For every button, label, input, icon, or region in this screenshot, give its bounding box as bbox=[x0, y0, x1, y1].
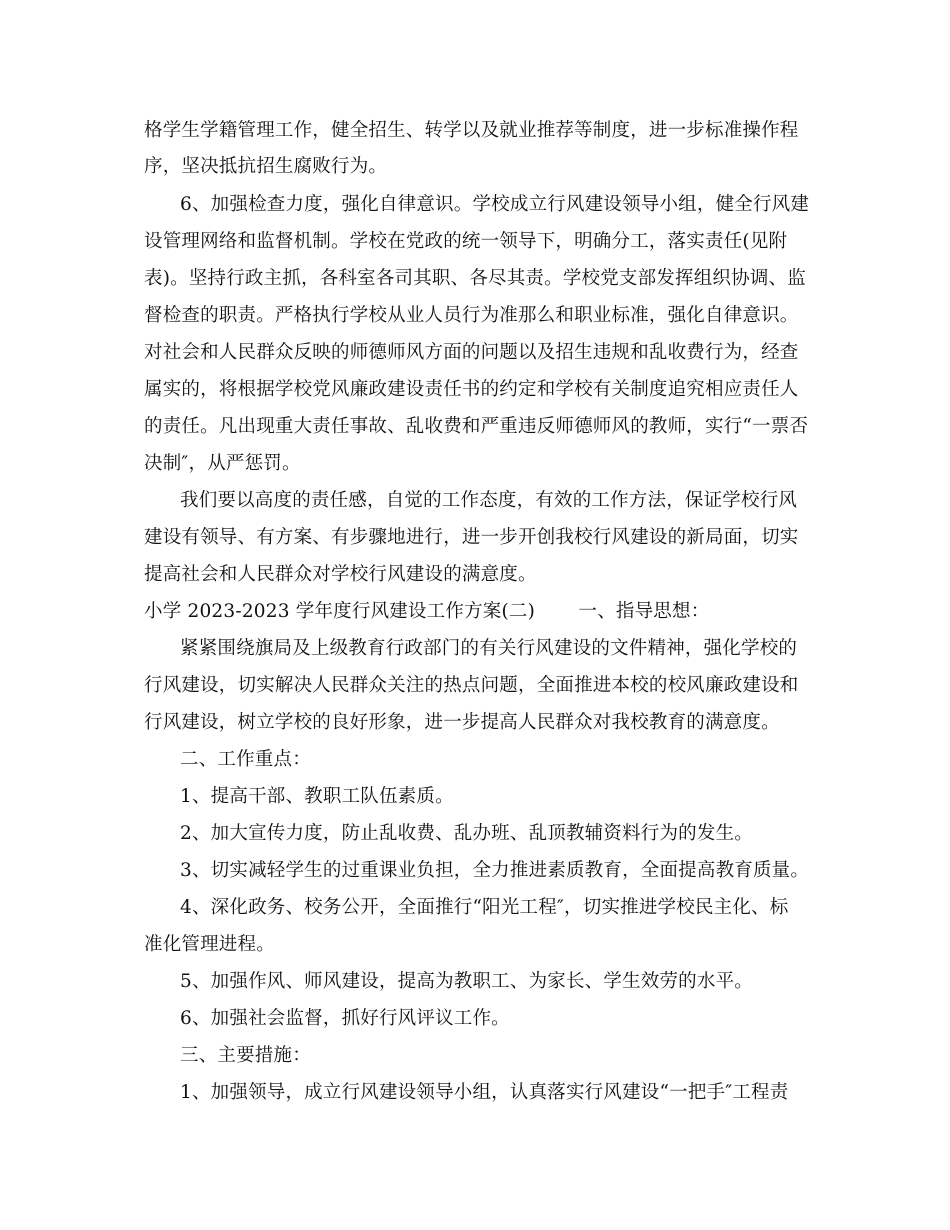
text-line: 督检查的职责。严格执行学校从业人员行为准那么和职业标准，强化自律意识。 bbox=[144, 305, 799, 326]
text-line: 决制″，从严惩罚。 bbox=[144, 453, 301, 474]
list-item: 1、加强领导，成立行风建设领导小组，认真落实行风建设“一把手″工程责 bbox=[180, 1082, 789, 1103]
list-item: 6、加强社会监督，抓好行风评议工作。 bbox=[180, 1008, 510, 1029]
text-line: 建设有领导、有方案、有步骤地进行，进一步开创我校行风建设的新局面，切实 bbox=[144, 527, 799, 548]
text-line: 设管理网络和监督机制。学校在党政的统一领导下，明确分工，落实责任(见附 bbox=[144, 231, 788, 252]
text-line: 行风建设，树立学校的良好形象，进一步提高人民群众对我校教育的满意度。 bbox=[144, 712, 780, 733]
paragraph-start: 6、加强检查力度，强化自律意识。学校成立行风建设领导小组，健全行风建 bbox=[180, 194, 810, 215]
paragraph-start: 紧紧围绕旗局及上级教育行政部门的有关行风建设的文件精神，强化学校的 bbox=[180, 638, 798, 659]
list-item: 5、加强作风、师风建设，提高为教职工、为家长、学生效劳的水平。 bbox=[180, 971, 753, 992]
text-line: 的责任。凡出现重大责任事故、乱收费和严重违反师德师风的教师，实行“一票否 bbox=[144, 416, 809, 437]
heading-work-focus: 二、工作重点： bbox=[180, 749, 311, 770]
text-line: 准化管理进程。 bbox=[144, 934, 275, 955]
text-line: 表)。坚持行政主抓，各科室各司其职、各尽其责。学校党支部发挥组织协调、监 bbox=[144, 268, 806, 289]
text-line: 行风建设，切实解决人民群众关注的热点问题，全面推进本校的校风廉政建设和 bbox=[144, 675, 799, 696]
list-item: 2、加大宣传力度，防止乱收费、乱办班、乱顶教辅资料行为的发生。 bbox=[180, 823, 753, 844]
paragraph-start: 我们要以高度的责任感，自觉的工作态度，有效的工作方法，保证学校行风 bbox=[180, 490, 798, 511]
section-title: 小学 2023-2023 学年度行风建设工作方案(二) 一、指导思想： bbox=[144, 601, 710, 622]
text-line: 对社会和人民群众反映的师德师风方面的问题以及招生违规和乱收费行为，经查 bbox=[144, 342, 799, 363]
list-item: 3、切实减轻学生的过重课业负担，全力推进素质教育，全面提高教育质量。 bbox=[180, 860, 810, 881]
list-item: 4、深化政务、校务公开，全面推行“阳光工程″，切实推进学校民主化、标 bbox=[180, 897, 789, 918]
text-line: 提高社会和人民群众对学校行风建设的满意度。 bbox=[144, 564, 537, 585]
text-line: 属实的，将根据学校党风廉政建设责任书的约定和学校有关制度追究相应责任人 bbox=[144, 379, 799, 400]
heading-main-measures: 三、主要措施： bbox=[180, 1045, 311, 1066]
text-line: 序，坚决抵抗招生腐败行为。 bbox=[144, 156, 388, 177]
text-line: 格学生学籍管理工作，健全招生、转学以及就业推荐等制度，进一步标准操作程 bbox=[144, 120, 799, 141]
list-item: 1、提高干部、教职工队伍素质。 bbox=[180, 786, 454, 807]
